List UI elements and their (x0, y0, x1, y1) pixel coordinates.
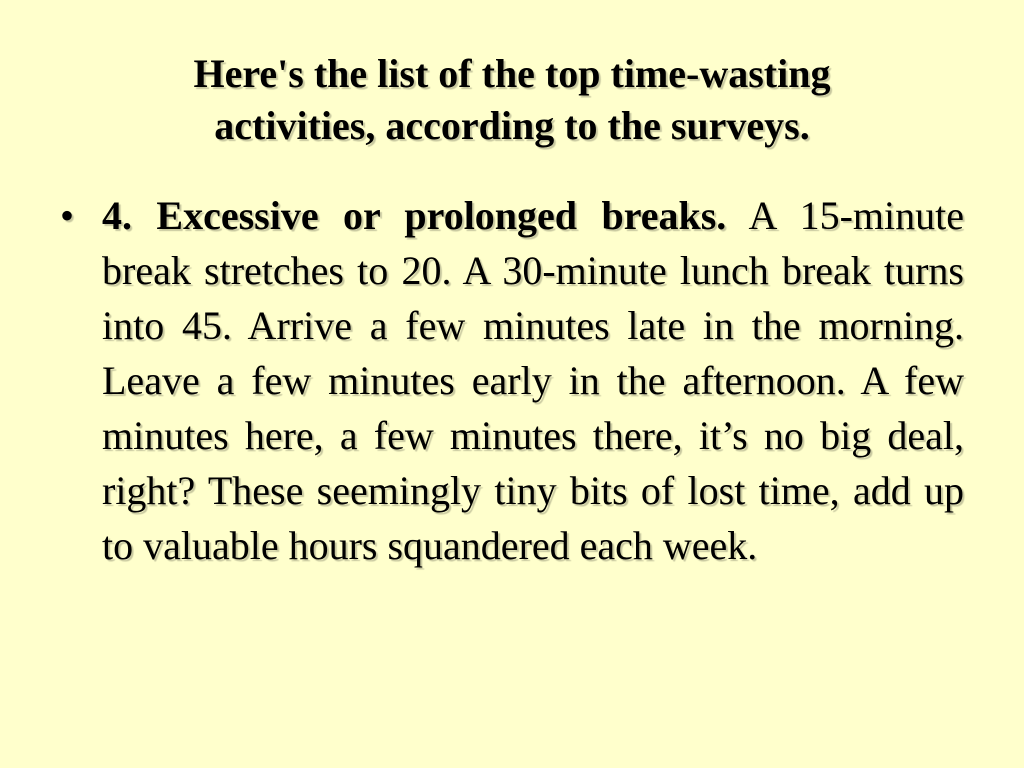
bullet-list (60, 188, 964, 573)
bullet-heading: 4. Excessive or prolonged breaks. (102, 193, 727, 238)
bullet-icon: • (60, 193, 75, 238)
bullet-text: A 15-minute break stretches to 20. A 30-minute lunch break turns into 45. Arrive a few minutes late in the morning. Leave a few minutes early in the afternoon. A few minutes here, a few minutes there, it’s no big deal, right? These seemingly tiny bits of lost time, add up to valuable hours squandered each week. (102, 193, 965, 568)
bullet-item (60, 188, 964, 573)
slide-title: Here's the list of the top time-wasting activities, according to the surveys. (193, 51, 831, 148)
